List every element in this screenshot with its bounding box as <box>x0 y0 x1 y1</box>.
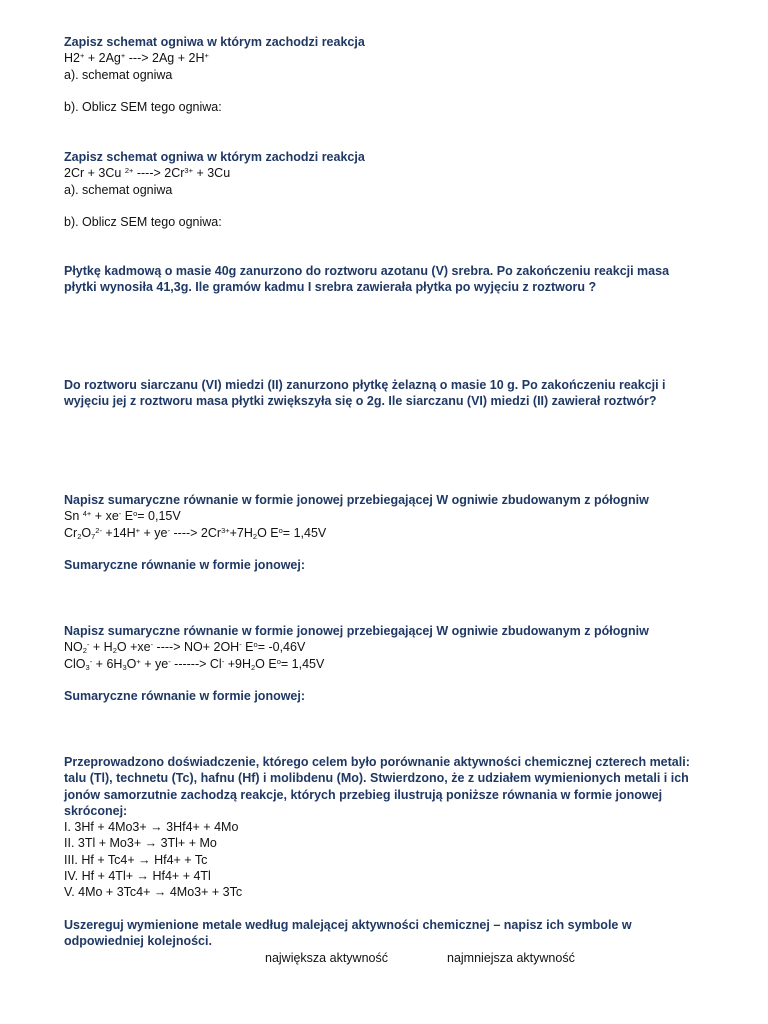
exercise-3-line: płytki wynosiła 41,3g. Ile gramów kadmu I srebra zawierała płytka po wyjęciu z roztworu ? <box>64 280 597 295</box>
exercise-6-summary-label: Sumaryczne równanie w formie jonowej: <box>64 689 306 704</box>
exercise-4-line: Do roztworu siarczanu (VI) miedzi (II) zanurzono płytkę żelazną o masie 10 g. Po zakończeniu reakcji i <box>64 378 666 392</box>
exercise-7-intro-line: jonów samorzutnie zachodzą reakcje, których przebieg ilustrują poniższe równania w formie jonowej <box>64 787 663 802</box>
exercise-5 <box>64 492 704 573</box>
exercise-2 <box>64 149 704 230</box>
exercise-7-intro-line: talu (Tl), technetu (Tc), hafnu (Hf) i molibdenu (Mo). Stwierdzono, że z udziałem wymienionych metali i ich <box>64 771 689 786</box>
exercise-1-title: Zapisz schemat ogniwa w którym zachodzi reakcja <box>64 35 365 49</box>
exercise-3 <box>64 263 704 296</box>
half-cell-sn: Sn $^{4+}$ + xe- $E^o= 0,15V$ <box>64 509 181 524</box>
half-cell-no: $NO_2^- + H_2O +xe^-$ ----> NO+ 2OH- $E^o= -0,46V$ <box>64 640 306 656</box>
most-active-label: największa aktywność <box>265 951 388 965</box>
exercise-2-title: Zapisz schemat ogniwa w którym zachodzi reakcja <box>64 150 365 164</box>
least-active-label: najmniejsza aktywność <box>447 951 575 965</box>
exercise-5-title: Napisz sumaryczne równanie w formie jonowej przebiegającej W ogniwie zbudowanym z półogniw <box>64 493 649 507</box>
exercise-6 <box>64 623 704 704</box>
exercise-1 <box>64 34 704 115</box>
reaction-line: I. 3Hf + 4Mo3+ → 3Hf4+ + 4Mo <box>64 820 239 835</box>
exercise-1-part-a: a). schemat ogniwa <box>64 67 173 82</box>
exercise-2-part-b: b). Oblicz SEM tego ogniwa: <box>64 215 222 230</box>
reaction-line: II. 3Tl + Mo3+ → 3Tl+ + Mo <box>64 836 217 851</box>
exercise-4-line: wyjęciu jej z roztworu masa płytki zwiększyła się o 2g. Ile siarczanu (VI) miedzi (II) zawierał roztwór? <box>64 394 657 409</box>
exercise-4 <box>64 377 704 410</box>
reaction-line: III. Hf + Tc4+ → Hf4+ + Tc <box>64 852 208 867</box>
half-cell-clo: $ClO_3^- + 6H_3O^+ + ye^-$ ------> $Cl^- +9H_2O$ $E^o= 1,45V$ <box>64 656 325 672</box>
exercise-7-task-line: odpowiedniej kolejności. <box>64 934 212 949</box>
exercise-2-reaction: 2Cr + 3Cu $^{2+}$ ----> $2Cr^{3+} + 3Cu$ <box>64 166 231 181</box>
exercise-7-intro-line: skróconej: <box>64 803 128 818</box>
exercise-3-line: Płytkę kadmową o masie 40g zanurzono do roztworu azotanu (V) srebra. Po zakończeniu reakcji masa <box>64 264 670 278</box>
reaction-line: IV. Hf + 4Tl+ → Hf4+ + 4Tl <box>64 869 211 884</box>
exercise-7-task-line: Uszereguj wymienione metale według malejącej aktywności chemicznej – napisz ich symbole w <box>64 917 632 932</box>
exercise-6-title: Napisz sumaryczne równanie w formie jonowej przebiegającej W ogniwie zbudowanym z półogniw <box>64 624 649 638</box>
exercise-7 <box>64 754 704 950</box>
reaction-line: V. 4Mo + 3Tc4+ → 4Mo3+ + 3Tc <box>64 885 243 900</box>
exercise-2-part-a: a). schemat ogniwa <box>64 182 173 197</box>
half-cell-cr: $Cr_2O_7^{2-} +14H^+ + ye^-$ ----> $2Cr^{3+}+7H_2O$ $E^o= 1,45V$ <box>64 525 327 541</box>
exercise-1-reaction: H2+ + 2Ag+ ---> 2Ag + 2H+ <box>64 51 209 66</box>
exercise-1-part-b: b). Oblicz SEM tego ogniwa: <box>64 100 222 115</box>
exercise-5-summary-label: Sumaryczne równanie w formie jonowej: <box>64 558 306 573</box>
exercise-7-intro-line: Przeprowadzono doświadczenie, którego celem było porównanie aktywności chemicznej czterech metali: <box>64 755 690 769</box>
